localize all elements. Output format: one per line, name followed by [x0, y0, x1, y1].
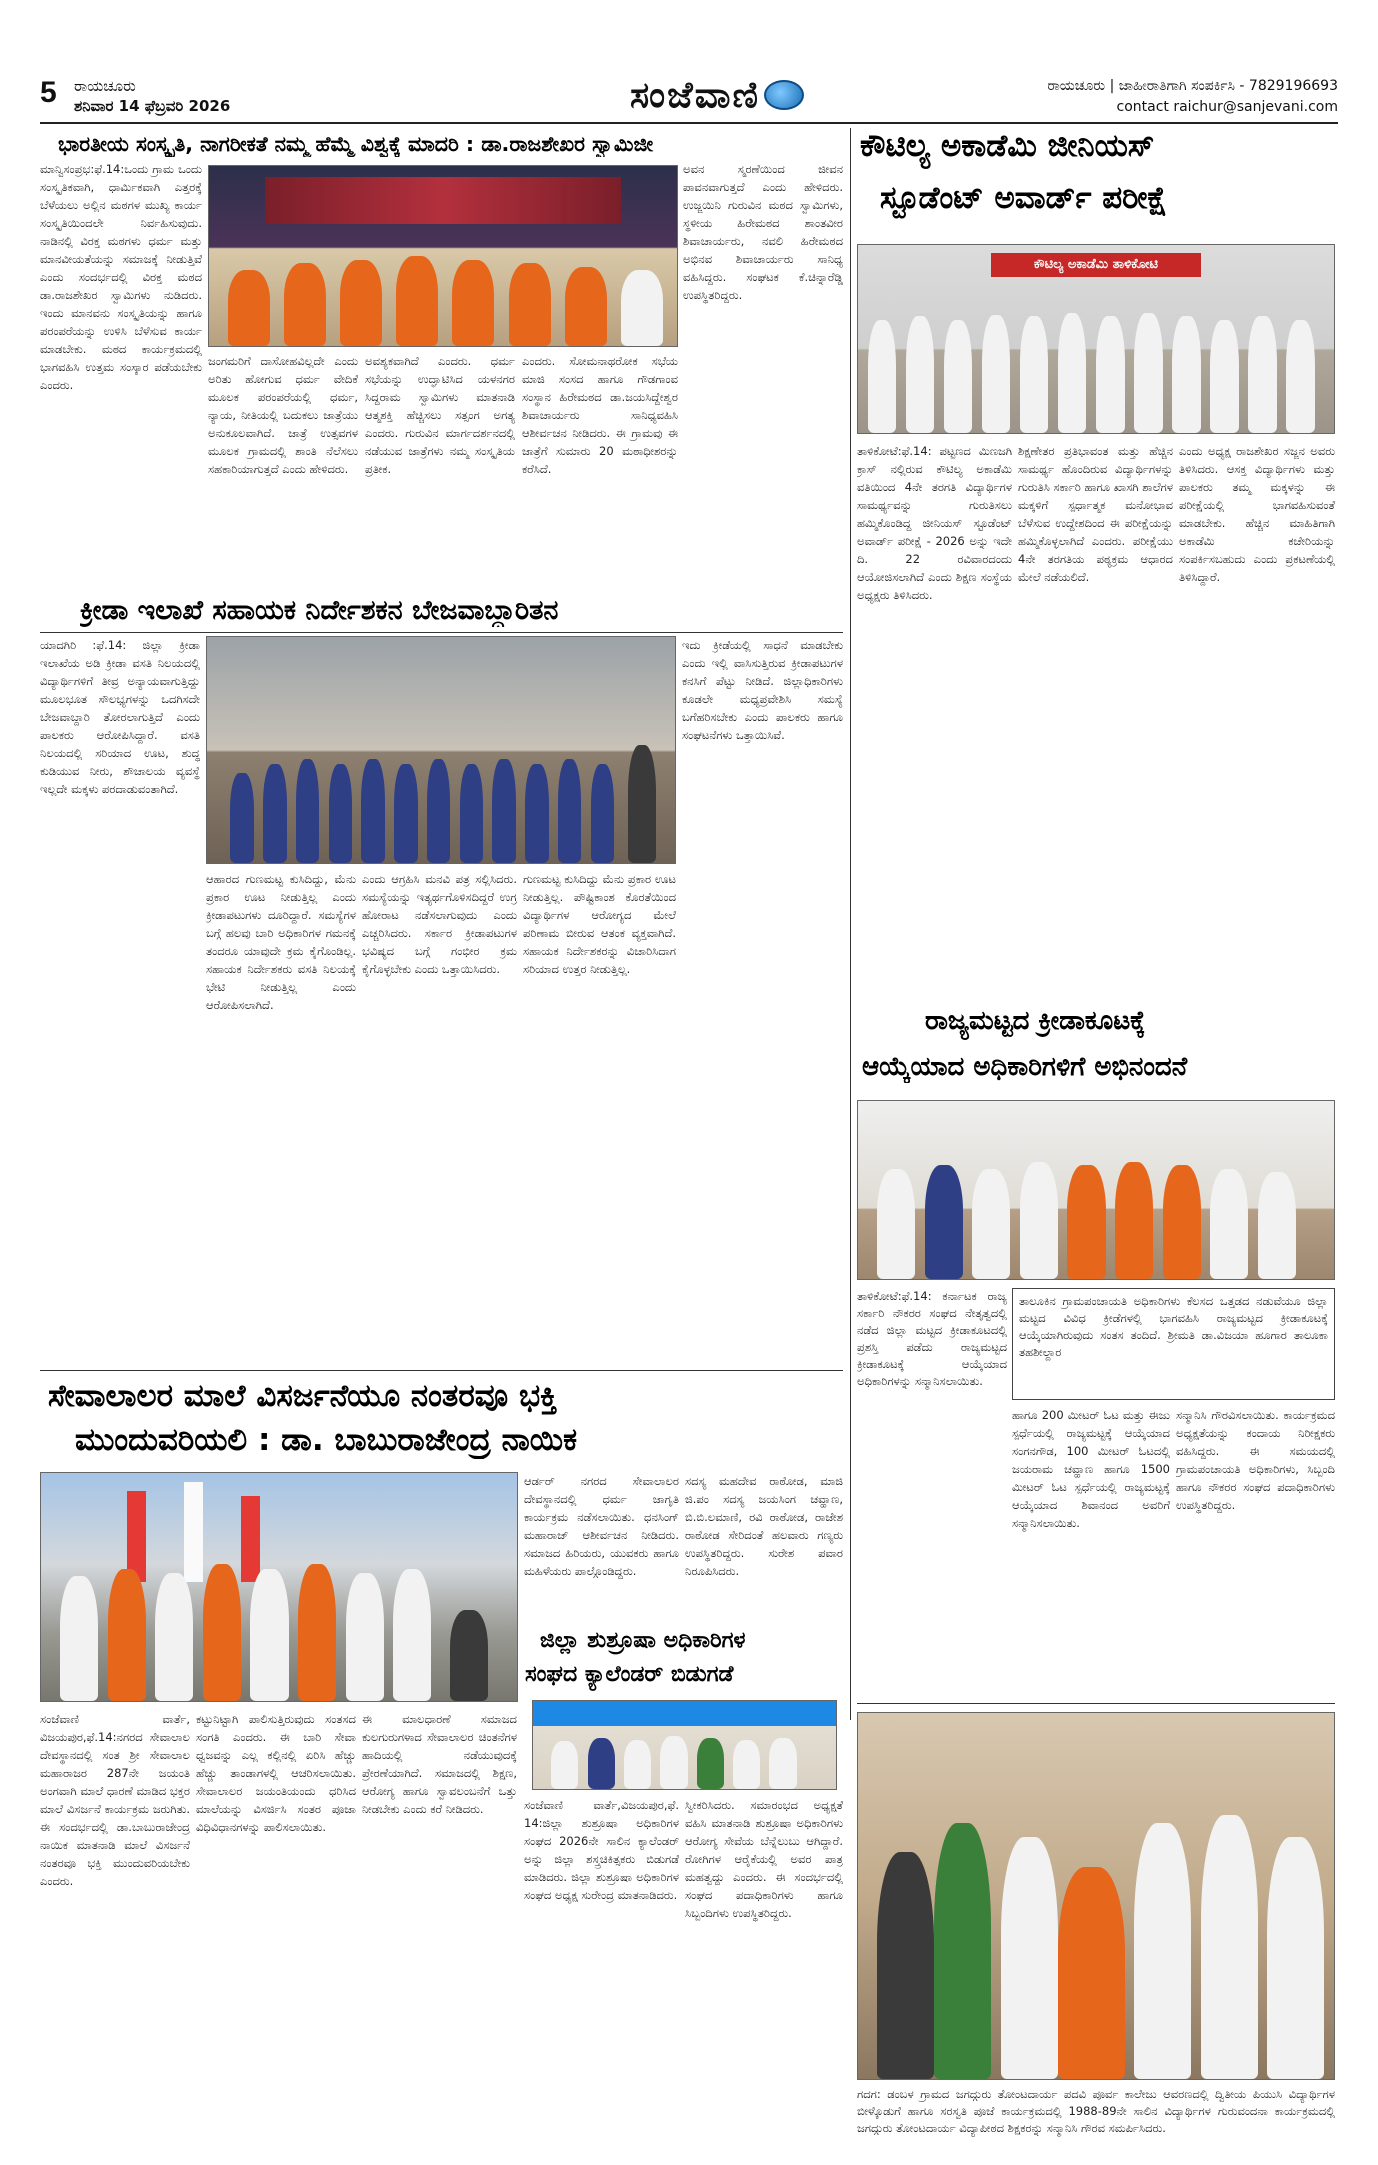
- state-sports-headline-line2: ಆಯ್ಕೆಯಾದ ಅಧಿಕಾರಿಗಳಿಗೆ ಅಭಿನಂದನೆ: [862, 1052, 1188, 1082]
- sports-col2: ಆಹಾರದ ಗುಣಮಟ್ಟ ಕುಸಿದಿದ್ದು, ಮೆನು ಪ್ರಕಾರ ಊಟ ನೀಡುತ್ತಿಲ್ಲ ಎಂದು ಕ್ರೀಡಾಪಟುಗಳು ದೂರಿದ್ದಾರೆ. ಸಮಸ್ಯೆಗಳ ಬಗ್ಗೆ ಹಲವು ಬಾರಿ ಅಧಿಕಾರಿಗಳ ಗಮನಕ್ಕೆ ತಂದರೂ ಯಾವುದೇ ಕ್ರಮ ಕೈಗೊಂಡಿಲ್ಲ. ಸಹಾಯಕ ನಿರ್ದೇಶಕರು ವಸತಿ ನಿಲಯಕ್ಕೆ ಭೇಟಿ ನೀಡುತ್ತಿಲ್ಲ ಎಂದು ಆರೋಪಿಸಲಾಗಿದೆ.: [206, 872, 356, 1012]
- kautilya-col2: ಶಿಕ್ಷಣೇತರ ಪ್ರತಿಭಾವಂತ ಮತ್ತು ಹೆಚ್ಚಿನ ಸಾಮರ್ಥ್ಯ ಹೊಂದಿರುವ ವಿದ್ಯಾರ್ಥಿಗಳನ್ನು ಗುರುತಿಸಿ ಸರ್ಕಾರಿ ಹಾಗೂ ಖಾಸಗಿ ಶಾಲೆಗಳ ಮಕ್ಕಳಿಗೆ ಸ್ಪರ್ಧಾತ್ಮಕ ಮನೋಭಾವ ಬೆಳೆಸುವ ಉದ್ದೇಶದಿಂದ ಈ ಪರೀಕ್ಷೆಯನ್ನು ಹಮ್ಮಿಕೊಳ್ಳಲಾಗಿದೆ ಎಂದರು. ಪರೀಕ್ಷೆಯು 4ನೇ ತರಗತಿಯ ಪಠ್ಯಕ್ರಮ ಆಧಾರದ ಮೇಲೆ ನಡೆಯಲಿದೆ.: [1018, 444, 1173, 584]
- sevalal-photo: [40, 1472, 518, 1702]
- culture-col5: ಅವನ ಸ್ಮರಣೆಯಿಂದ ಜೀವನ ಪಾವನವಾಗುತ್ತದೆ ಎಂದು ಹೇಳಿದರು. ಉಜ್ಜಯಿನಿ ಗುರುವಿನ ಮಠದ ಸ್ವಾಮಿಗಳು, ಸ್ಥಳೀಯ ಹಿರೇಮಠದ ಶಾಂತವೀರ ಶಿವಾಚಾರ್ಯರು, ನವಲಿ ಹಿರೇಮಠದ ಅಭಿನವ ಶಿವಾಚಾರ್ಯರು ಸಾನಿಧ್ಯ ವಹಿಸಿದ್ದರು. ಸಂಘಟಕ ಕೆ.ಚಿನ್ನಾರೆಡ್ಡಿ ಉಪಸ್ಥಿತರಿದ್ದರು.: [683, 162, 843, 302]
- divider: [857, 1703, 1335, 1704]
- edition-info: [74, 76, 230, 116]
- ad-contact: ರಾಯಚೂರು | ಜಾಹೀರಾತಿಗಾಗಿ ಸಂಪರ್ಕಿಸಿ - 7829196693: [1047, 78, 1338, 94]
- divider: [850, 128, 851, 1720]
- page-number: 5: [40, 76, 57, 109]
- newspaper-logo: [630, 72, 808, 118]
- sevalal-col2: ಕಟ್ಟುನಿಟ್ಟಾಗಿ ಪಾಲಿಸುತ್ತಿರುವುದು ಸಂತಸದ ಸಂಗತಿ ಎಂದರು. ಈ ಬಾರಿ ಸೇವಾ ಧ್ವಜವನ್ನು ಎಲ್ಲ ಕಲ್ಲಿನಲ್ಲಿ ಏರಿಸಿ ಹೆಚ್ಚು ಹೆಚ್ಚು ತಾಂಡಾಗಳಲ್ಲಿ ಆಚರಿಸಲಾಯಿತು. ಸೇವಾಲಾಲರ ಜಯಂತಿಯಂದು ಧರಿಸಿದ ಮಾಲೆಯನ್ನು ವಿಸರ್ಜಿಸಿ ಸಂತರ ಪೂಜಾ ವಿಧಿವಿಧಾನಗಳನ್ನು ಪಾಲಿಸಲಾಯಿತು.: [196, 1712, 356, 1834]
- edition-date: ಶನಿವಾರ 14 ಫೆಬ್ರವರಿ 2026: [74, 97, 231, 115]
- sevalal-col4: ಆರ್ಡರ್ ನಗರದ ಸೇವಾಲಾಲರ ದೇವಸ್ಥಾನದಲ್ಲಿ ಧರ್ಮ ಜಾಗೃತಿ ಕಾರ್ಯಕ್ರಮ ನಡೆಸಲಾಯಿತು. ಧನಸಿಂಗ್ ಮಹಾರಾಜ್ ಆಶೀರ್ವಚನ ನೀಡಿದರು. ಸಮಾಜದ ಹಿರಿಯರು, ಯುವಕರು ಹಾಗೂ ಮಹಿಳೆಯರು ಪಾಲ್ಗೊಂಡಿದ್ದರು.: [524, 1474, 679, 1578]
- contact-email: contact raichur@sanjevani.com: [1116, 99, 1338, 115]
- culture-col4: ಎಂದರು. ಸೋಮನಾಥರೋಕ ಸಭೆಯ ಮಾಜಿ ಸಂಸದ ಹಾಗೂ ಗೌಡಗಾಂವ ಸಂಸ್ಥಾನ ಹಿರೇಮಠದ ಡಾ.ಜಯಸಿದ್ದೇಶ್ವರ ಶಿವಾಚಾರ್ಯರು ಸಾನಿಧ್ಯವಹಿಸಿ ಆಶೀರ್ವಚನ ನೀಡಿದರು. ಈ ಗ್ರಾಮವು ಈ ಜಾತ್ರೆಗೆ ಸುಮಾರು 20 ಮಠಾಧೀಶರನ್ನು ಕರೆಸಿದೆ.: [522, 354, 678, 476]
- sevalal-col3: ಈ ಮಾಲಧಾರಣೆ ಸಮಾಜದ ಕುಲಗುರುಗಳಾದ ಸೇವಾಲಾಲರ ಚಿಂತನೆಗಳ ಹಾದಿಯಲ್ಲಿ ನಡೆಯುವುದಕ್ಕೆ ಪ್ರೇರಣೆಯಾಗಿದೆ. ಸಮಾಜದಲ್ಲಿ ಶಿಕ್ಷಣ, ಆರೋಗ್ಯ ಹಾಗೂ ಸ್ವಾವಲಂಬನೆಗೆ ಒತ್ತು ನೀಡಬೇಕು ಎಂದು ಕರೆ ನೀಡಿದರು.: [362, 1712, 517, 1816]
- divider: [40, 1370, 843, 1371]
- sevalal-col1: ಸಂಜೆವಾಣಿ ವಾರ್ತೆ, ವಿಜಯಪುರ,ಫೆ.14:ನಗರದ ಸೇವಾಲಾಲ ದೇವಸ್ಥಾನದಲ್ಲಿ ಸಂತ ಶ್ರೀ ಸೇವಾಲಾಲ ಮಹಾರಾಜರ 287ನೇ ಜಯಂತಿ ಅಂಗವಾಗಿ ಮಾಲೆ ಧಾರಣೆ ಮಾಡಿದ ಭಕ್ತರ ಮಾಲೆ ವಿಸರ್ಜನೆ ಕಾರ್ಯಕ್ರಮ ಜರುಗಿತು. ಈ ಸಂದರ್ಭದಲ್ಲಿ ಡಾ.ಬಾಬುರಾಜೇಂದ್ರ ನಾಯಿಕ ಮಾತನಾಡಿ ಮಾಲೆ ವಿಸರ್ಜನೆ ನಂತರವೂ ಭಕ್ತಿ ಮುಂದುವರಿಯಬೇಕು ಎಂದರು.: [40, 1712, 190, 1888]
- sports-col5: ಇದು ಕ್ರೀಡೆಯಲ್ಲಿ ಸಾಧನೆ ಮಾಡಬೇಕು ಎಂದು ಇಲ್ಲಿ ವಾಸಿಸುತ್ತಿರುವ ಕ್ರೀಡಾಪಟುಗಳ ಕನಸಿಗೆ ಪೆಟ್ಟು ನೀಡಿದೆ. ಜಿಲ್ಲಾಧಿಕಾರಿಗಳು ಕೂಡಲೇ ಮಧ್ಯಪ್ರವೇಶಿಸಿ ಸಮಸ್ಯೆ ಬಗೆಹರಿಸಬೇಕು ಎಂದು ಪಾಲಕರು ಹಾಗೂ ಸಂಘಟನೆಗಳು ಒತ್ತಾಯಿಸಿವೆ.: [682, 638, 843, 742]
- kautilya-banner: ಕೌಟಿಲ್ಯ ಅಕಾಡೆಮಿ ತಾಳಿಕೋಟಿ: [991, 253, 1200, 277]
- kautilya-photo: [857, 244, 1335, 434]
- sports-col4: ಗುಣಮಟ್ಟ ಕುಸಿದಿದ್ದು ಮೆನು ಪ್ರಕಾರ ಊಟ ನೀಡುತ್ತಿಲ್ಲ. ಪೌಷ್ಟಿಕಾಂಶ ಕೊರತೆಯಿಂದ ವಿದ್ಯಾರ್ಥಿಗಳ ಆರೋಗ್ಯದ ಮೇಲೆ ಪರಿಣಾಮ ಬೀರುವ ಆತಂಕ ವ್ಯಕ್ತವಾಗಿದೆ. ಸಹಾಯಕ ನಿರ್ದೇಶಕರನ್ನು ವಿಚಾರಿಸಿದಾಗ ಸರಿಯಾದ ಉತ್ತರ ನೀಡುತ್ತಿಲ್ಲ.: [523, 872, 676, 976]
- sevalal-col5: ಸದಸ್ಯ ಮಹದೇವ ರಾಠೋಡ, ಮಾಜಿ ಜಿ.ಪಂ ಸದಸ್ಯ ಜಯಸಿಂಗ ಚವ್ಹಾಣ, ಬಿ.ಬಿ.ಲಮಾಣಿ, ರವಿ ರಾಠೋಡ, ರಾಜೇಶ ರಾಠೋಡ ಸೇರಿದಂತೆ ಹಲವಾರು ಗಣ್ಯರು ಉಪಸ್ಥಿತರಿದ್ದರು. ಸುರೇಶ ಪವಾರ ನಿರೂಪಿಸಿದರು.: [685, 1474, 843, 1578]
- sports-headline: ಕ್ರೀಡಾ ಇಲಾಖೆ ಸಹಾಯಕ ನಿರ್ದೇಶಕನ ಬೇಜವಾಬ್ದಾರಿತನ: [80, 595, 559, 626]
- state-sports-col2: ಹಾಗೂ 200 ಮೀಟರ್ ಓಟ ಮತ್ತು ಈಜು ಸ್ಪರ್ಧೆಯಲ್ಲಿ ರಾಜ್ಯಮಟ್ಟಕ್ಕೆ ಆಯ್ಕೆಯಾದ ಸಂಗನಗೌಡ, 100 ಮೀಟರ್ ಓಟದಲ್ಲಿ ಜಯರಾಮ ಚವ್ಹಾಣ ಹಾಗೂ 1500 ಮೀಟರ್ ಓಟ ಸ್ಪರ್ಧೆಯಲ್ಲಿ ರಾಜ್ಯಮಟ್ಟಕ್ಕೆ ಆಯ್ಕೆಯಾದ ಶಿವಾನಂದ ಅವರಿಗೆ ಸನ್ಮಾನಿಸಲಾಯಿತು.: [1012, 1408, 1170, 1530]
- calendar-col2: ಸ್ವೀಕರಿಸಿದರು. ಸಮಾರಂಭದ ಅಧ್ಯಕ್ಷತೆ ವಹಿಸಿ ಮಾತನಾಡಿ ಶುಶ್ರೂಷಾ ಅಧಿಕಾರಿಗಳು ಆರೋಗ್ಯ ಸೇವೆಯ ಬೆನ್ನೆಲುಬು ಆಗಿದ್ದಾರೆ. ರೋಗಿಗಳ ಆರೈಕೆಯಲ್ಲಿ ಅವರ ಪಾತ್ರ ಮಹತ್ವದ್ದು ಎಂದರು. ಈ ಸಂದರ್ಭದಲ್ಲಿ ಸಂಘದ ಪದಾಧಿಕಾರಿಗಳು ಹಾಗೂ ಸಿಬ್ಬಂದಿಗಳು ಉಪಸ್ಥಿತರಿದ್ದರು.: [685, 1798, 843, 1920]
- culture-col1: ಮಾನ್ವಿಸಂಪ್ರಭ:ಫೆ.14:ಒಂದು ಗ್ರಾಮ ಒಂದು ಸಂಸ್ಕೃತಿಕವಾಗಿ, ಧಾರ್ಮಿಕವಾಗಿ ಎತ್ತರಕ್ಕೆ ಬೆಳೆಯಲು ಅಲ್ಲಿನ ಮಠಗಳ ಮುಖ್ಯ ಕಾರ್ಯ ಸಂಸ್ಕೃತಿಯಿಂದಲೇ ನಿರ್ವಹಿಸುವುದು. ನಾಡಿನಲ್ಲಿ ವಿರಕ್ತ ಮಠಗಳು ಧರ್ಮ ಮತ್ತು ಮಾನವೀಯತೆಯನ್ನು ಸಮಾಜಕ್ಕೆ ನೀಡುತ್ತಿವೆ ಎಂದು ಸಂದರ್ಭದಲ್ಲಿ ವಿರಕ್ತ ಮಠದ ಡಾ.ರಾಜಶೇಖರ ಸ್ವಾಮಿಗಳು ನುಡಿದರು. ಇಂದು ಮಾನವನು ಸಂಸ್ಕೃತಿಯನ್ನು ಹಾಗೂ ಪರಂಪರೆಯನ್ನು ಉಳಿಸಿ ಬೆಳೆಸುವ ಕಾರ್ಯ ಮಾಡಬೇಕು. ಮಠದ ಕಾರ್ಯಕ್ರಮದಲ್ಲಿ ಭಾಗವಹಿಸಿ ಉತ್ತಮ ಸಂಸ್ಕಾರ ಪಡೆಯಬೇಕು ಎಂದರು.: [40, 162, 202, 392]
- state-sports-photo: [857, 1100, 1335, 1280]
- sports-col1: ಯಾದಗಿರಿ :ಫೆ.14: ಜಿಲ್ಲಾ ಕ್ರೀಡಾ ಇಲಾಖೆಯ ಅಡಿ ಕ್ರೀಡಾ ವಸತಿ ನಿಲಯದಲ್ಲಿ ವಿದ್ಯಾರ್ಥಿಗಳಿಗೆ ತೀವ್ರ ಅನ್ಯಾಯವಾಗುತ್ತಿದ್ದು ಮೂಲಭೂತ ಸೌಲಭ್ಯಗಳನ್ನು ಒದಗಿಸದೇ ಬೇಜವಾಬ್ದಾರಿ ತೋರಲಾಗುತ್ತಿದೆ ಎಂದು ಪಾಲಕರು ಆರೋಪಿಸಿದ್ದಾರೆ. ವಸತಿ ನಿಲಯದಲ್ಲಿ ಸರಿಯಾದ ಊಟ, ಶುದ್ಧ ಕುಡಿಯುವ ನೀರು, ಶೌಚಾಲಯ ವ್ಯವಸ್ಥೆ ಇಲ್ಲದೇ ಮಕ್ಕಳು ಪರದಾಡುವಂತಾಗಿದೆ.: [40, 638, 200, 796]
- kautilya-col3: ಎಂದು ಅಧ್ಯಕ್ಷ ರಾಜಶೇಖರ ಸಜ್ಜನ ಅವರು ತಿಳಿಸಿದರು. ಆಸಕ್ತ ವಿದ್ಯಾರ್ಥಿಗಳು ಮತ್ತು ಪಾಲಕರು ತಮ್ಮ ಮಕ್ಕಳನ್ನು ಈ ಪರೀಕ್ಷೆಯಲ್ಲಿ ಭಾಗವಹಿಸುವಂತೆ ಮಾಡಬೇಕು. ಹೆಚ್ಚಿನ ಮಾಹಿತಿಗಾಗಿ ಅಕಾಡೆಮಿ ಕಚೇರಿಯನ್ನು ಸಂಪರ್ಕಿಸಬಹುದು ಎಂದು ಪ್ರಕಟಣೆಯಲ್ಲಿ ತಿಳಿಸಿದ್ದಾರೆ.: [1179, 444, 1335, 584]
- culture-headline: ಭಾರತೀಯ ಸಂಸ್ಕೃತಿ, ನಾಗರೀಕತೆ ನಮ್ಮ ಹೆಮ್ಮೆ ವಿಶ್ವಕ್ಕೆ ಮಾದರಿ : ಡಾ.ರಾಜಶೇಖರ ಸ್ವಾಮಿಜೀ: [58, 132, 654, 156]
- culture-col2: ಜಂಗಮರಿಗೆ ದಾಸೋಹವಿಲ್ಲದೇ ಎಂದು ಅರಿತು ಹೋಗುವ ಧರ್ಮ ವೇದಿಕೆ ಮೂಲಕ ಪರಂಪರೆಯಲ್ಲಿ ಧರ್ಮ, ನ್ಯಾಯ, ನೀತಿಯಲ್ಲಿ ಬದುಕಲು ಜಾತ್ರೆಯು ಅನುಕೂಲವಾಗಿದೆ. ಜಾತ್ರೆ ಉತ್ಸವಗಳ ಮೂಲಕ ಗ್ರಾಮದಲ್ಲಿ ಶಾಂತಿ ನೆಲೆಸಲು ಸಹಕಾರಿಯಾಗುತ್ತದೆ ಎಂದು ಹೇಳಿದರು.: [208, 354, 358, 476]
- edition-city: ರಾಯಚೂರು: [74, 77, 136, 95]
- sports-col3: ಎಂದು ಆಗ್ರಹಿಸಿ ಮನವಿ ಪತ್ರ ಸಲ್ಲಿಸಿದರು. ಸಮಸ್ಯೆಯನ್ನು ಇತ್ಯರ್ಥಗೊಳಿಸದಿದ್ದರೆ ಉಗ್ರ ಹೋರಾಟ ನಡೆಸಲಾಗುವುದು ಎಂದು ಎಚ್ಚರಿಸಿದರು. ಸರ್ಕಾರ ಕ್ರೀಡಾಪಟುಗಳ ಭವಿಷ್ಯದ ಬಗ್ಗೆ ಗಂಭೀರ ಕ್ರಮ ಕೈಗೊಳ್ಳಬೇಕು ಎಂದು ಒತ್ತಾಯಿಸಿದರು.: [362, 872, 517, 976]
- calendar-photo: [532, 1700, 837, 1790]
- sevalal-headline-line2: ಮುಂದುವರಿಯಲಿ : ಡಾ. ಬಾಬುರಾಜೇಂದ್ರ ನಾಯಿಕ: [75, 1422, 578, 1458]
- contact-info: [1047, 76, 1338, 118]
- state-sports-headline-line1: ರಾಜ್ಯಮಟ್ಟದ ಕ್ರೀಡಾಕೂಟಕ್ಕೆ: [925, 1006, 1146, 1036]
- sports-photo: [206, 636, 676, 864]
- felicitation-photo: [857, 1712, 1335, 2080]
- calendar-headline-line2: ಸಂಘದ ಕ್ಯಾಲೆಂಡರ್ ಬಿಡುಗಡೆ: [525, 1662, 734, 1687]
- kautilya-col1: ತಾಳಿಕೋಟೆ:ಫೆ.14: ಪಟ್ಟಣದ ಮಿಣಜಗಿ ಕ್ರಾಸ್ ನಲ್ಲಿರುವ ಕೌಟಿಲ್ಯ ಅಕಾಡೆಮಿ ವತಿಯಿಂದ 4ನೇ ತರಗತಿ ವಿದ್ಯಾರ್ಥಿಗಳ ಸಾಮರ್ಥ್ಯವನ್ನು ಗುರುತಿಸಲು ಹಮ್ಮಿಕೊಂಡಿದ್ದ ಜೀನಿಯಸ್ ಸ್ಟೂಡೆಂಟ್ ಅವಾರ್ಡ್ ಪರೀಕ್ಷೆ - 2026 ಅನ್ನು ಇದೇ ದಿ. 22 ರವಿವಾರದಂದು ಆಯೋಜಿಸಲಾಗಿದೆ ಎಂದು ಶಿಕ್ಷಣ ಸಂಸ್ಥೆಯ ಅಧ್ಯಕ್ಷರು ತಿಳಿಸಿದರು.: [857, 444, 1012, 602]
- kautilya-headline-line1: ಕೌಟಿಲ್ಯ ಅಕಾಡೆಮಿ ಜೀನಿಯಸ್: [860, 128, 1155, 164]
- state-sports-col3: ಸನ್ಮಾನಿಸಿ ಗೌರವಿಸಲಾಯಿತು. ಕಾರ್ಯಕ್ರಮದ ಅಧ್ಯಕ್ಷತೆಯನ್ನು ಕಂದಾಯ ನಿರೀಕ್ಷಕರು ವಹಿಸಿದ್ದರು. ಈ ಸಮಯದಲ್ಲಿ ಗ್ರಾಮಪಂಚಾಯತಿ ಅಧಿಕಾರಿಗಳು, ಸಿಬ್ಬಂದಿ ಹಾಗೂ ನೌಕರರ ಸಂಘದ ಪದಾಧಿಕಾರಿಗಳು ಉಪಸ್ಥಿತರಿದ್ದರು.: [1176, 1408, 1335, 1512]
- culture-col3: ಅವಶ್ಯಕವಾಗಿದೆ ಎಂದರು. ಧರ್ಮ ಸಭೆಯನ್ನು ಉದ್ಘಾಟಿಸಿದ ಯಳನಗರ ಸಿದ್ದರಾಮ ಸ್ವಾಮಿಗಳು ಮಾತನಾಡಿ ಆತ್ಮಶಕ್ತಿ ಹೆಚ್ಚಿಸಲು ಸತ್ಸಂಗ ಅಗತ್ಯ ಎಂದರು. ಗುರುವಿನ ಮಾರ್ಗದರ್ಶನದಲ್ಲಿ ನಡೆಯುವ ಜಾತ್ರೆಗಳು ನಮ್ಮ ಸಂಸ್ಕೃತಿಯ ಪ್ರತೀಕ.: [365, 354, 515, 476]
- logo-text: ಸಂಜೆವಾಣಿ: [630, 73, 761, 116]
- state-sports-quote: ತಾಲೂಕಿನ ಗ್ರಾಮಪಂಚಾಯತಿ ಅಧಿಕಾರಿಗಳು ಕೆಲಸದ ಒತ್ತಡದ ನಡುವೆಯೂ ಜಿಲ್ಲಾ ಮಟ್ಟದ ವಿವಿಧ ಕ್ರೀಡೆಗಳಲ್ಲಿ ಭಾಗವಹಿಸಿ ರಾಜ್ಯಮಟ್ಟದ ಕ್ರೀಡಾಕೂಟಕ್ಕೆ ಆಯ್ಕೆಯಾಗಿರುವುದು ಸಂತಸ ತಂದಿದೆ. ಶ್ರೀಮತಿ ಡಾ.ವಿಜಯಾ ಹೂಗಾರ ತಾಲೂಕಾ ತಹಶೀಲ್ದಾರ: [1012, 1288, 1335, 1400]
- calendar-headline-line1: ಜಿಲ್ಲಾ ಶುಶ್ರೂಷಾ ಅಧಿಕಾರಿಗಳ: [540, 1628, 746, 1653]
- masthead: [40, 72, 1338, 124]
- culture-photo: [208, 165, 678, 347]
- kautilya-headline-line2: ಸ್ಟೂಡೆಂಟ್ ಅವಾರ್ಡ್ ಪರೀಕ್ಷೆ: [880, 180, 1168, 216]
- felicitation-caption: ಗದಗ: ಡಂಬಳ ಗ್ರಾಮದ ಜಗದ್ಗುರು ತೋಂಟದಾರ್ಯ ಪದವಿ ಪೂರ್ವ ಕಾಲೇಜು ಆವರಣದಲ್ಲಿ ದ್ವಿತೀಯ ಪಿಯುಸಿ ವಿದ್ಯಾರ್ಥಿಗಳ ಬೀಳ್ಕೊಡುಗೆ ಹಾಗೂ ಸರಸ್ವತಿ ಪೂಜೆ ಕಾರ್ಯಕ್ರಮದಲ್ಲಿ 1988-89ನೇ ಸಾಲಿನ ವಿದ್ಯಾರ್ಥಿಗಳ ಗುರುವಂದನಾ ಕಾರ್ಯಕ್ರಮದಲ್ಲಿ ಜಗದ್ಗುರು ತೋಂಟದಾರ್ಯ ವಿದ್ಯಾಪೀಠದ ಶಿಕ್ಷಕರನ್ನು ಸನ್ಮಾನಿಸಿ ಗೌರವ ಸಮರ್ಪಿಸಿದರು.: [857, 2087, 1335, 2135]
- divider: [40, 632, 843, 633]
- globe-icon: [764, 80, 804, 110]
- state-sports-caption: ತಾಳಿಕೋಟೆ:ಫೆ.14: ಕರ್ನಾಟಕ ರಾಜ್ಯ ಸರ್ಕಾರಿ ನೌಕರರ ಸಂಘದ ನೇತೃತ್ವದಲ್ಲಿ ನಡೆದ ಜಿಲ್ಲಾ ಮಟ್ಟದ ಕ್ರೀಡಾಕೂಟದಲ್ಲಿ ಪ್ರಶಸ್ತಿ ಪಡೆದು ರಾಜ್ಯಮಟ್ಟದ ಕ್ರೀಡಾಕೂಟಕ್ಕೆ ಆಯ್ಕೆಯಾದ ಅಧಿಕಾರಿಗಳನ್ನು ಸನ್ಮಾನಿಸಲಾಯಿತು.: [857, 1289, 1007, 1388]
- sevalal-headline-line1: ಸೇವಾಲಾಲರ ಮಾಲೆ ವಿಸರ್ಜನೆಯೂ ನಂತರವೂ ಭಕ್ತಿ: [48, 1378, 558, 1414]
- calendar-col1: ಸಂಜೆವಾಣಿ ವಾರ್ತೆ,ವಿಜಯಪುರ,ಫೆ. 14:ಜಿಲ್ಲಾ ಶುಶ್ರೂಷಾ ಅಧಿಕಾರಿಗಳ ಸಂಘದ 2026ನೇ ಸಾಲಿನ ಕ್ಯಾಲೆಂಡರ್ ಅನ್ನು ಜಿಲ್ಲಾ ಶಸ್ತ್ರಚಿಕಿತ್ಸಕರು ಬಿಡುಗಡೆ ಮಾಡಿದರು. ಜಿಲ್ಲಾ ಶುಶ್ರೂಷಾ ಅಧಿಕಾರಿಗಳ ಸಂಘದ ಅಧ್ಯಕ್ಷ ಸುರೇಂದ್ರ ಮಾತನಾಡಿದರು.: [524, 1798, 679, 1902]
